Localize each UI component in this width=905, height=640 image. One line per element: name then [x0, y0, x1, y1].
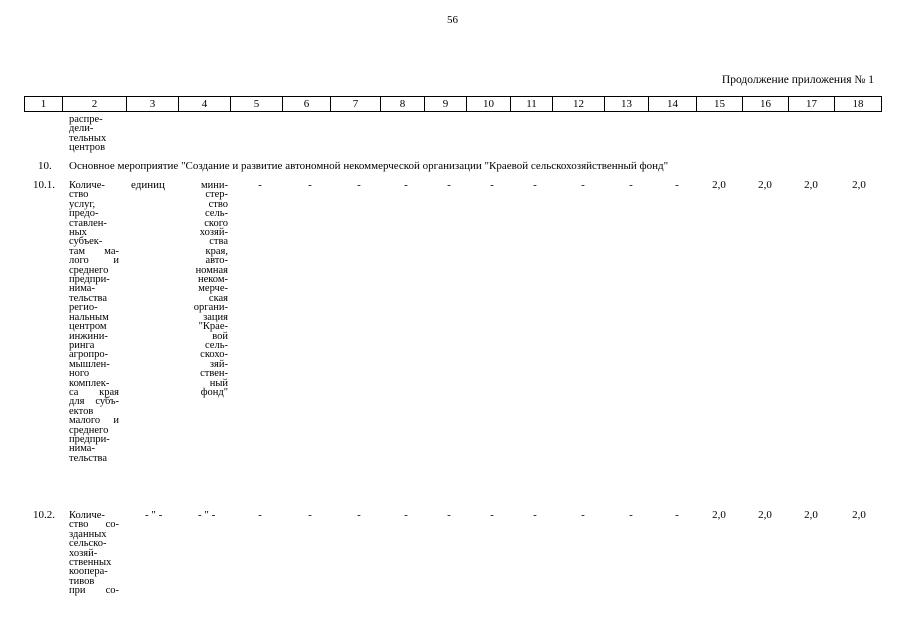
col-header: 17 — [789, 97, 835, 112]
text-line: "Крае- — [198, 321, 228, 333]
col-header: 4 — [179, 97, 231, 112]
executor-cell — [178, 181, 228, 397]
text-line: мини- — [201, 180, 228, 191]
indicator-name — [69, 181, 119, 463]
text-line: Количе- — [69, 180, 105, 191]
col-header: 7 — [331, 97, 381, 112]
value-cell: - — [629, 509, 633, 521]
row-number: 10.2. — [33, 509, 55, 521]
text-line: ектов — [69, 405, 94, 417]
value-cell: - — [404, 509, 408, 521]
col-header: 15 — [697, 97, 743, 112]
text-line: предпри- — [69, 433, 110, 445]
value-cell: - — [308, 179, 312, 191]
value-cell: - — [581, 179, 585, 191]
col-header: 6 — [283, 97, 331, 112]
text-line: при со- — [69, 585, 119, 597]
continuation-label: Продолжение приложения № 1 — [721, 74, 874, 86]
text-line: сель- — [205, 339, 228, 351]
section-number: 10. — [38, 160, 52, 172]
text-line: нальным — [69, 311, 109, 323]
text-line: неком- — [197, 274, 228, 286]
value-cell: 2,0 — [804, 179, 818, 191]
text-line: ство со- — [69, 519, 119, 531]
value-cell: - — [581, 509, 585, 521]
col-header: 12 — [553, 97, 605, 112]
text-line: тельства — [69, 292, 108, 304]
value-cell: - — [675, 179, 679, 191]
text-line: ство — [208, 198, 228, 210]
text-line: фонд" — [200, 386, 228, 398]
text-line: ных — [69, 227, 87, 239]
col-header: 1 — [25, 97, 63, 112]
text-line: для субъ- — [69, 396, 119, 408]
text-line: ского — [204, 217, 228, 229]
value-cell: - — [533, 179, 537, 191]
executor-cell: - " - — [198, 509, 216, 521]
text-line: ного — [69, 368, 90, 380]
value-cell: 2,0 — [712, 179, 726, 191]
text-line: ствен- — [200, 368, 228, 380]
text-line: предо- — [69, 208, 99, 220]
col-header: 9 — [425, 97, 467, 112]
text-line: нима- — [69, 443, 95, 455]
value-cell: - — [447, 509, 451, 521]
text-line: среднего — [69, 424, 109, 436]
text-line: хозяй- — [69, 547, 98, 559]
col-header: 11 — [511, 97, 553, 112]
column-number-header — [24, 96, 882, 112]
text-line: сель- — [205, 208, 228, 220]
text-line: мерче- — [198, 283, 228, 295]
text-line: номная — [195, 264, 228, 276]
text-line: дели- — [69, 123, 94, 135]
text-line: коопера- — [69, 566, 108, 578]
value-cell: 2,0 — [712, 509, 726, 521]
text-line: комплек- — [69, 377, 110, 389]
text-line: регио- — [69, 302, 98, 314]
unit-cell: единиц — [131, 179, 165, 191]
col-header: 2 — [63, 97, 127, 112]
unit-cell: - " - — [145, 509, 163, 521]
value-cell: 2,0 — [852, 179, 866, 191]
text-line: услуг, — [69, 198, 96, 210]
text-line: среднего — [69, 264, 109, 276]
value-cell: 2,0 — [758, 509, 772, 521]
text-line: вой — [212, 330, 228, 342]
text-line: агропро- — [69, 349, 109, 361]
value-cell: - — [308, 509, 312, 521]
text-line: малого и — [69, 415, 119, 427]
text-line: тельства — [69, 452, 108, 464]
col-header: 13 — [605, 97, 649, 112]
value-cell: - — [258, 509, 262, 521]
text-line: центром — [69, 321, 107, 333]
value-cell: - — [357, 509, 361, 521]
text-line: ставлен- — [69, 217, 107, 229]
section-title: Основное мероприятие "Создание и развитие автономной некоммерческой организации "Краевой сельскохозяйственный фонд" — [69, 160, 669, 172]
col-header: 18 — [835, 97, 882, 112]
col-header: 10 — [467, 97, 511, 112]
value-cell: - — [258, 179, 262, 191]
text-line: зация — [203, 311, 228, 323]
text-line: са края — [69, 386, 119, 398]
col-header: 3 — [127, 97, 179, 112]
value-cell: 2,0 — [852, 509, 866, 521]
text-line: центров — [69, 142, 106, 154]
value-cell: - — [490, 179, 494, 191]
text-line: мышлен- — [69, 358, 110, 370]
value-cell: - — [357, 179, 361, 191]
page-number: 56 — [447, 14, 458, 26]
indicator-name — [69, 511, 119, 596]
value-cell: - — [629, 179, 633, 191]
col-header: 16 — [743, 97, 789, 112]
text-line: края, — [205, 245, 228, 257]
text-line: авто- — [205, 255, 228, 267]
text-line: скохо- — [200, 349, 228, 361]
value-cell: 2,0 — [758, 179, 772, 191]
text-line: ринга — [69, 339, 95, 351]
text-line: там ма- — [69, 245, 119, 257]
value-cell: - — [533, 509, 537, 521]
text-line: субъек- — [69, 236, 103, 248]
text-line: органи- — [193, 302, 228, 314]
text-line: ный — [209, 377, 228, 389]
text-line: распре- — [69, 114, 103, 125]
text-line: инжини- — [69, 330, 108, 342]
text-line: сельско- — [69, 538, 107, 550]
text-line: зданных — [69, 528, 107, 540]
value-cell: 2,0 — [804, 509, 818, 521]
text-line: Количе- — [69, 510, 105, 521]
value-cell: - — [447, 179, 451, 191]
text-line: ственных — [69, 557, 112, 569]
text-line: нима- — [69, 283, 95, 295]
row-number: 10.1. — [33, 179, 55, 191]
text-line: тивов — [69, 575, 95, 587]
text-line: тельных — [69, 132, 107, 144]
value-cell: - — [490, 509, 494, 521]
text-line: ство — [69, 189, 89, 201]
text-line: стер- — [205, 189, 228, 201]
col-header: 5 — [231, 97, 283, 112]
text-line: зяй- — [209, 358, 228, 370]
text-line: ская — [208, 292, 228, 304]
col-header: 8 — [381, 97, 425, 112]
text-line: ства — [209, 236, 228, 248]
value-cell: - — [404, 179, 408, 191]
col-header: 14 — [649, 97, 697, 112]
continued-name-fragment — [69, 115, 119, 153]
value-cell: - — [675, 509, 679, 521]
text-line: лого и — [69, 255, 119, 267]
text-line: предпри- — [69, 274, 110, 286]
text-line: хозяй- — [199, 227, 228, 239]
